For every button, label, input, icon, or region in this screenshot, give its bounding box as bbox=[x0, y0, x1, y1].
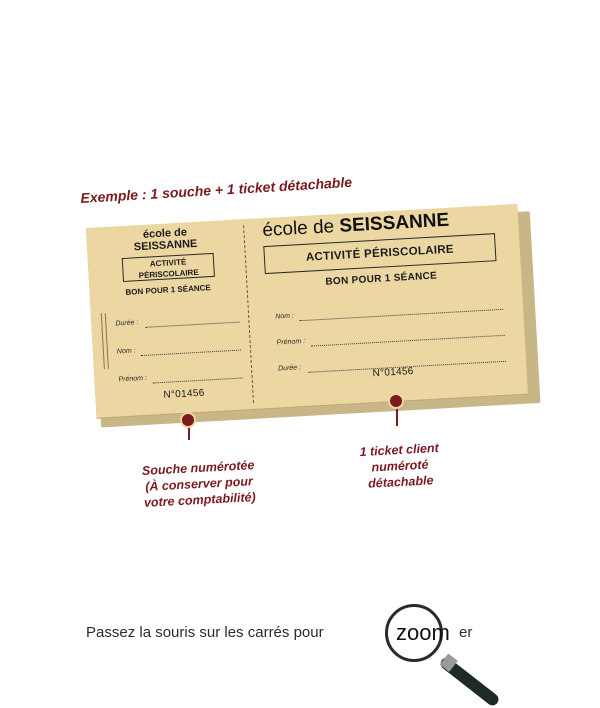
souche-callout bbox=[123, 456, 275, 512]
stub-dotted-line bbox=[153, 377, 243, 383]
souche-callout-line1: Souche numérotée bbox=[141, 458, 255, 478]
stub-school-line1: école de bbox=[142, 226, 188, 241]
ticket-callout bbox=[339, 439, 461, 493]
ticket-pad bbox=[86, 203, 536, 427]
ticket-field-nom: Nom : bbox=[275, 312, 295, 321]
ticket-callout-line3: détachable bbox=[367, 473, 434, 491]
souche-callout-line2: (À conserver pour bbox=[144, 474, 254, 494]
ticket-bon-label: BON POUR 1 SÉANCE bbox=[325, 270, 438, 288]
stub-box-line1: ACTIVITÉ bbox=[149, 257, 187, 269]
ticket-pin-marker bbox=[388, 393, 404, 409]
ticket-callout-line2: numéroté bbox=[371, 457, 429, 475]
ticket-sheet bbox=[86, 204, 528, 418]
ticket-dotted-line bbox=[299, 309, 503, 321]
stub-activity-box bbox=[122, 253, 215, 282]
ticket-school-lc: école de bbox=[261, 215, 341, 242]
zoom-suffix: er bbox=[459, 624, 473, 641]
stub-dotted-line bbox=[146, 322, 240, 328]
stub-number: N°01456 bbox=[163, 387, 205, 401]
stub bbox=[86, 219, 253, 417]
ticket-activity-box: ACTIVITÉ PÉRISCOLAIRE bbox=[263, 233, 496, 274]
ticket-callout-line1: 1 ticket client bbox=[359, 440, 440, 460]
example-heading: Exemple : 1 souche + 1 ticket détachable bbox=[80, 173, 353, 206]
zoom-hint-text: Passez la souris sur les carrés pour bbox=[86, 624, 324, 641]
ticket-school-uc: SEISSANNE bbox=[338, 209, 450, 237]
ticket-field-duree: Durée : bbox=[277, 364, 302, 373]
ticket-dotted-line bbox=[311, 335, 505, 347]
ticket-number: N°01456 bbox=[372, 365, 414, 380]
stub-bon-label: BON POUR 1 SÉANCE bbox=[125, 283, 211, 297]
binding-mark bbox=[101, 313, 109, 369]
ticket-field-prenom: Prénom : bbox=[276, 337, 306, 347]
souche-callout-line3: votre comptabilité) bbox=[143, 490, 257, 510]
stub-school-line2: SEISSANNE bbox=[133, 237, 198, 254]
stub-field-duree: Durée : bbox=[115, 319, 139, 328]
stub-box-line2: PÉRISCOLAIRE bbox=[138, 267, 199, 281]
zoom-word: zoom bbox=[396, 620, 450, 645]
stub-field-prenom: Prénom : bbox=[118, 374, 148, 384]
souche-pin-marker bbox=[180, 412, 196, 428]
stub-field-nom: Nom : bbox=[116, 347, 136, 356]
stub-dotted-line bbox=[141, 350, 241, 357]
